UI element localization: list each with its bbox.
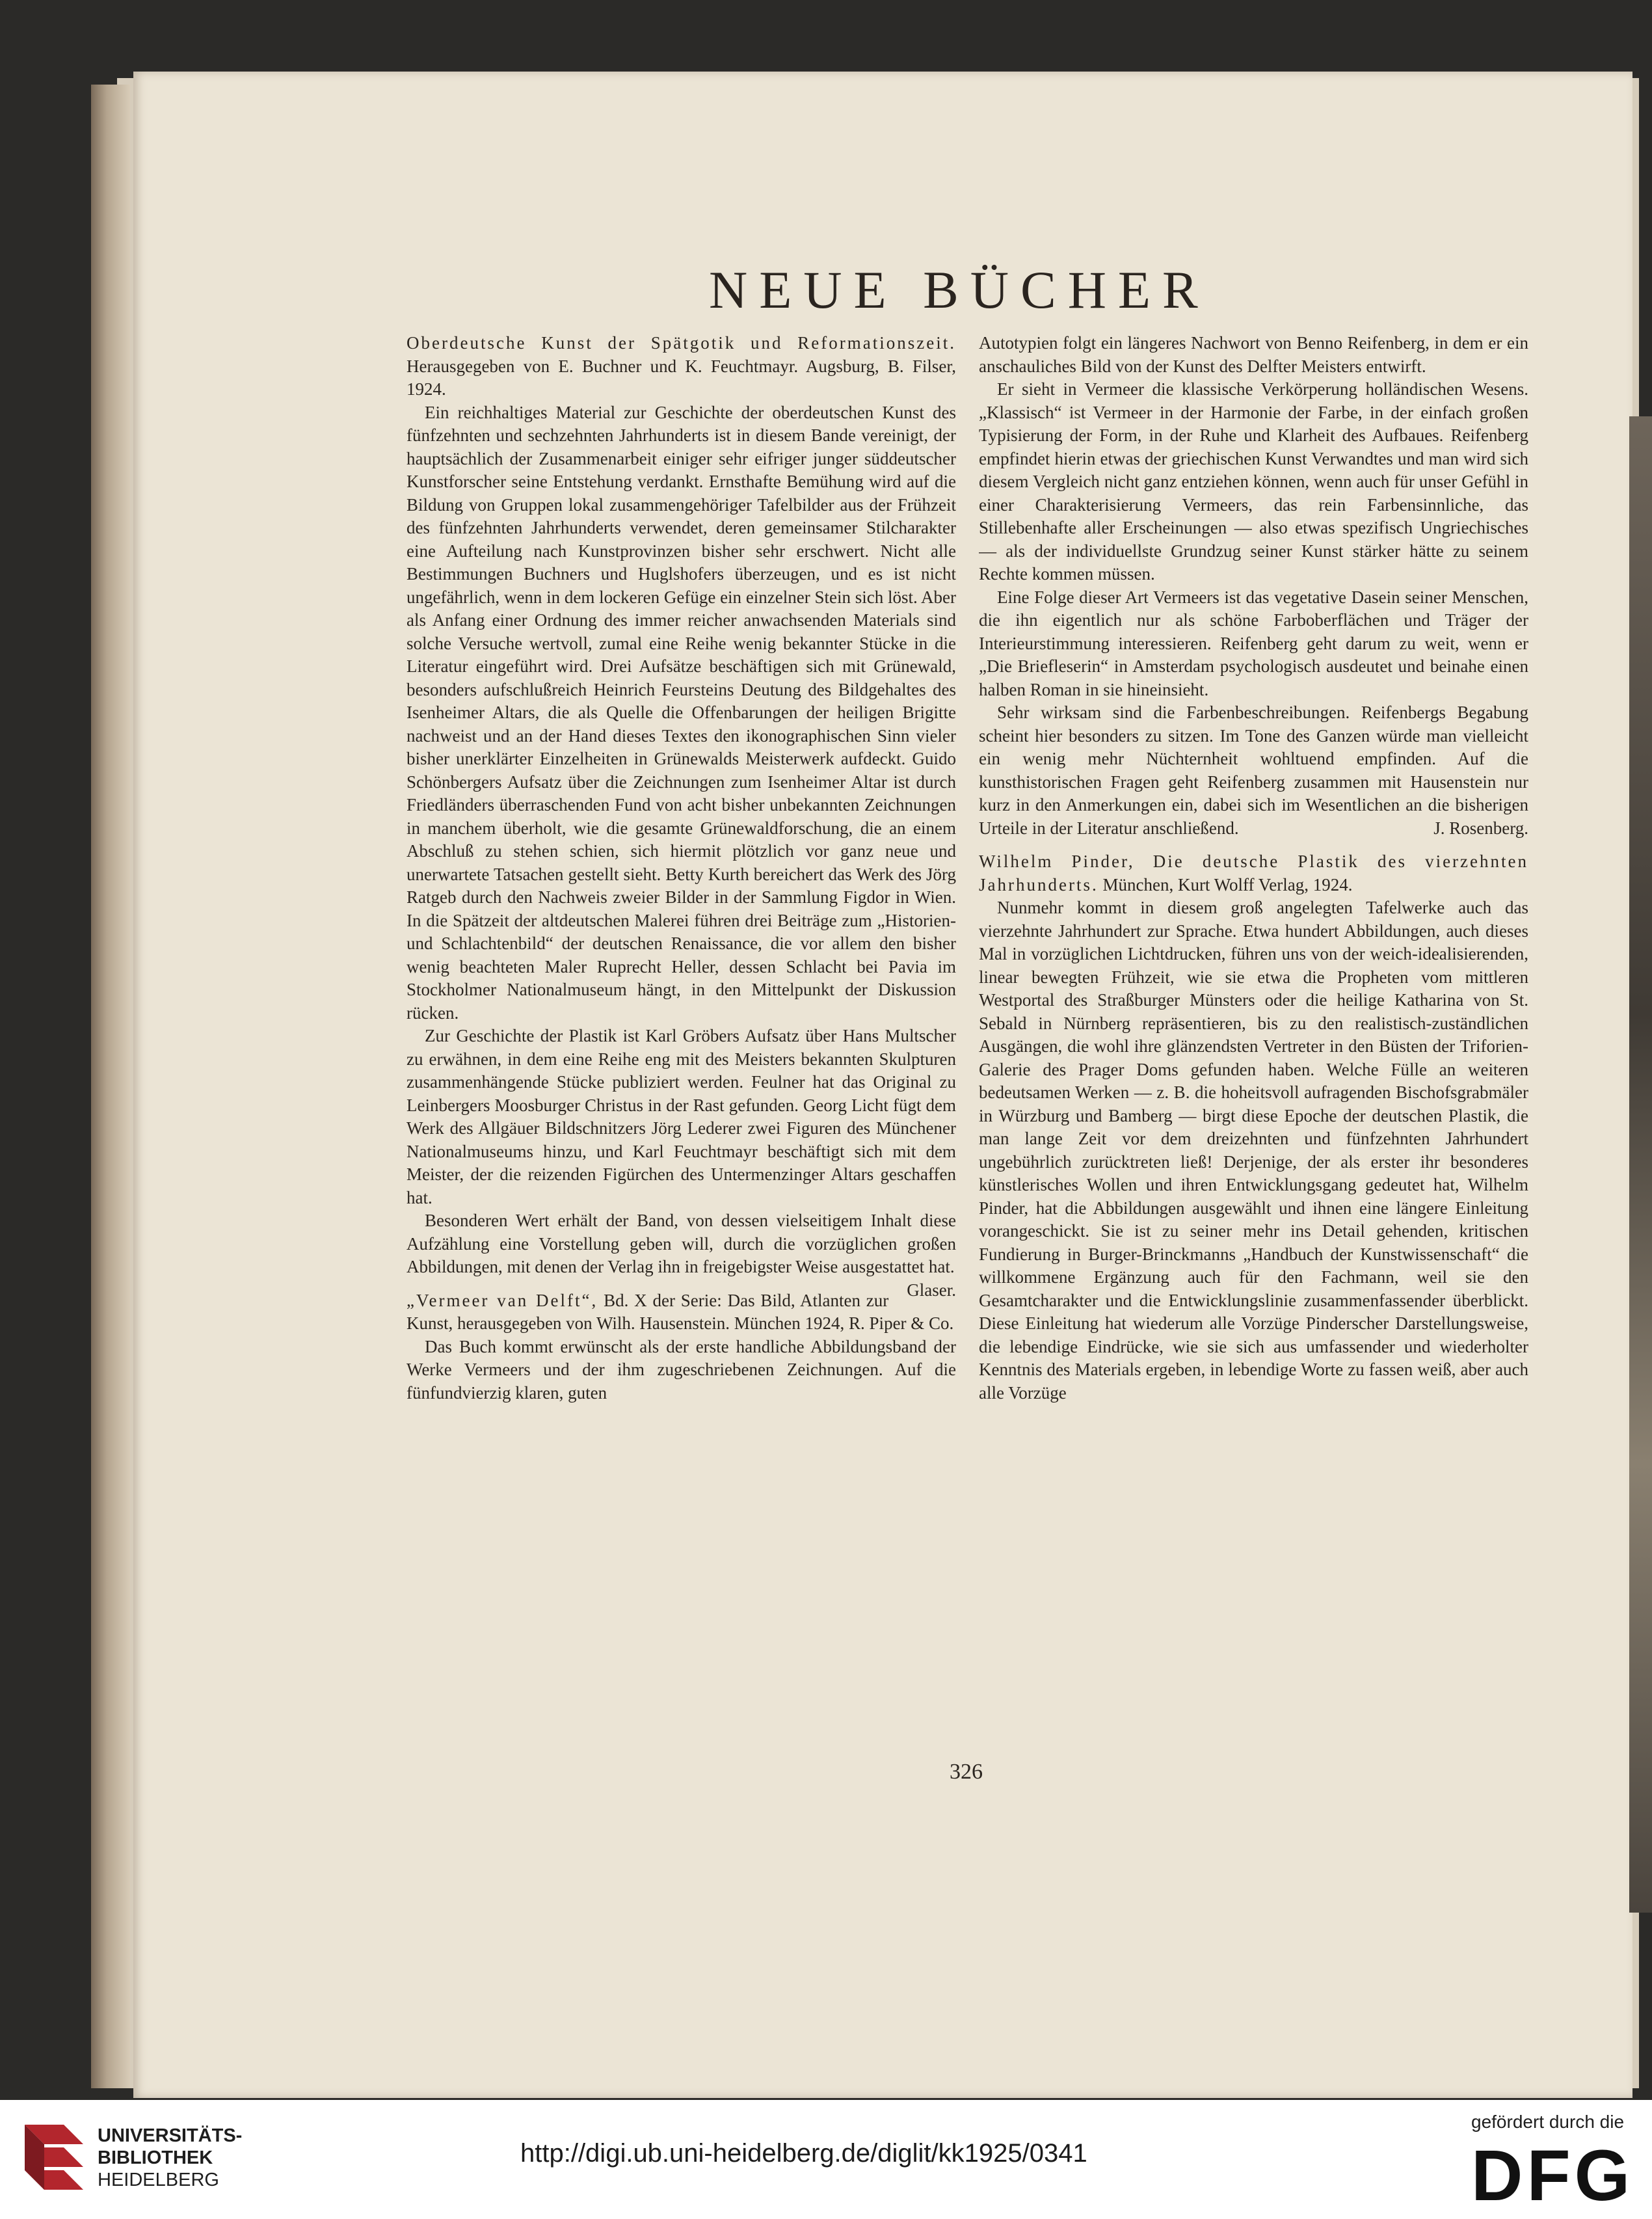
paragraph-text: Nunmehr kommt in diesem groß angelegten Tafelwerke auch das vierzehnte Jahrhundert zur Sprache. Etwa hundert Abbildungen, auch dieses Mal in vorzüglichen Lichtdrucken, führen uns von der weich-idealisierenden, linear bewegten Frühzeit, wie sie etwa die Propheten vom mittleren Westportal des Straßburger Münsters oder die heilige Katharina von St. Sebald in Nürnberg repräsentieren, bis zu den realistisch-zuständlichen Ausgängen, die wohl ihre glänzendsten Vertreter in den Büsten der Triforien-Galerie des Prager Doms gefunden haben. Welche Fülle an weiteren bedeutsamen Werken — z. B. die hoheitsvoll aufragenden Bischofsgrabmäler in Würzburg und Bamberg — birgt diese Epoche der deutschen Plastik, die man lange Zeit vor dem dreizehnten und fünfzehnten Jahrhundert ungebührlich zurücktreten ließ! Derjenige, der als erster ihr besonderes künstlerisches Wollen und ihren Entwicklungsgang gedeutet hat, Wilhelm Pinder, hat die Abbildungen ausgewählt und ihnen eine längere Einleitung vorangeschickt. Sie ist zu seiner mehr ins Detail gehenden, kritischen Fundierung in Burger-Brinckmanns „Handbuch der Kunstwissenschaft“ die willkommene Ergänzung auch für den Fachmann, weil sie den Gesamtcharakter und die Entwicklungslinie zusammenfassender überblickt. Diese Einleitung hat wiederum alle Vorzüge Pinderscher Darstellungsweise, die lebendige Eindrücke, wie sie sich aus umfassender und wiederholter Kenntnis des Materials ergeben, in lebendige Worte zu fassen weiß, aber auch alle Vorzüge: [979, 898, 1528, 1403]
paragraph-text: Das Buch kommt erwünscht als der erste handliche Abbildungsband der Werke Vermeers und der ihm zugeschriebenen Zeichnungen. Auf die fünfundvierzig klaren, guten: [406, 1336, 956, 1403]
review-paragraph: [406, 1336, 956, 1405]
review-paragraph: [979, 701, 1528, 840]
funded-by-label: gefördert durch die: [1471, 2112, 1625, 2132]
institution-line-3: HEIDELBERG: [98, 2170, 219, 2190]
continued-paragraph: [979, 332, 1528, 378]
ub-heidelberg-logo-icon[interactable]: [18, 2118, 90, 2196]
institution-name: [98, 2125, 242, 2191]
review-paragraph: [979, 586, 1528, 702]
review-publication-info: München, Kurt Wolff Verlag, 1924.: [1098, 874, 1353, 894]
right-column: [979, 332, 1528, 1756]
review-book-title: „Vermeer van Delft“,: [406, 1290, 598, 1310]
left-column: [406, 332, 956, 1756]
review-heading: [979, 850, 1528, 896]
review-book-title: Oberdeutsche Kunst der Spätgotik und Reformationszeit.: [406, 333, 956, 353]
institution-line-1: UNIVERSITÄTS-: [98, 2125, 243, 2146]
footer-bar: [0, 2100, 1652, 2219]
paragraph-text: Sehr wirksam sind die Farbenbeschreibungen. Reifenbergs Begabung scheint hier besonders zu sitzen. Im Tone des Ganzen würde man vielleicht ein wenig mehr Nüchternheit wohltuend empfinden. Auf die kunsthistorischen Fragen geht Reifenberg zusammen mit Hausenstein nur kurz in den Anmerkungen ein, dabei sich im Wesentlichen an die bisherigen Urteile in der Literatur anschließend.: [979, 703, 1528, 838]
facing-plate-edge: [1629, 416, 1652, 1913]
review-heading: [406, 1289, 956, 1336]
paragraph-text: Zur Geschichte der Plastik ist Karl Gröbers Aufsatz über Hans Multscher zu erwähnen, in dem eine Reihe eng mit des Meisters bekannten Skulpturen zusammenhängende Stücke publiziert werden. Feulner hat das Original zu Leinbergers Moosburger Christus in der Rast gefunden. Georg Licht fügt dem Werk des Allgäuer Bildschnitzers Jörg Lederer zwei Figuren des Münchener Nationalmuseums hinzu, und Karl Feuchtmayr beschäftigt sich mit dem Meister, der die reizenden Figürchen des Untermenzinger Altars geschaffen hat.: [406, 1026, 956, 1207]
book-fore-edge: [91, 85, 130, 2088]
reviewer-signature: Glaser.: [907, 1280, 956, 1300]
paragraph-text: Besonderen Wert erhält der Band, von dessen vielseitigem Inhalt diese Aufzählung eine Vorstellung geben will, durch die vorzüglichen großen Abbildungen, mit denen der Verlag ihn in freigebigster Weise ausgestattet hat.: [406, 1211, 956, 1276]
dfg-logo-icon[interactable]: DFG: [1471, 2136, 1634, 2216]
review-paragraph: [406, 401, 956, 1025]
paragraph-text: Er sieht in Vermeer die klassische Verkörperung holländischen Wesens. „Klassisch“ ist Vermeer in der Harmonie der Farbe, in der einfach großen Typisierung der Form, in der Ruhe und Klarheit des Aufbaues. Reifenberg empfindet hierin etwas der griechischen Kunst Verwandtes und man wird sich diesem Vergleich nicht ganz entziehen können, wenn auch für unser Gefühl in einer Charakterisierung Vermeers, das rein Farbensinnliche, das Stillebenhafte aller Erscheinungen — also etwas spezifisch Ungriechisches — als der individuellste Grundzug seiner Kunst stärker hätte zu seinem Rechte kommen müssen.: [979, 379, 1528, 584]
page-title: NEUE BÜCHER: [709, 260, 1210, 319]
institution-line-2: BIBLIOTHEK: [98, 2147, 213, 2168]
paragraph-text: Ein reichhaltiges Material zur Geschichte der oberdeutschen Kunst des fünfzehnten und sechzehnten Jahrhunderts ist in diesem Bande vereinigt, der hauptsächlich der Zusammenarbeit einiger sehr eifriger junger süddeutscher Kunstforscher seine Entstehung verdankt. Ernsthafte Bemühung wird auf die Bildung von Gruppen lokal zusammengehöriger Tafelbilder aus der Frühzeit des fünfzehnten Jahrhunderts verwendet, deren gemeinsamer Stilcharakter eine Aufteilung nach Kunstprovinzen bisher sehr erschwert. Nicht alle Bestimmungen Buchners und Huglshofers überzeugen, und es ist nicht ungefährlich, wenn in dem lockeren Gefüge ein einzelner Stein sich löst. Aber als Anfang einer Ordnung des immer reicher anwachsenden Materials sind solche Versuche wertvoll, zumal eine Reihe wenig bekannter Stücke in die Literatur eingeführt wird. Drei Aufsätze beschäftigen sich mit Grünewald, besonders aufschlußreich Heinrich Feursteins Deutung des Bildgehaltes des Isenheimer Altars, die als Quelle die Offenbarungen der heiligen Brigitte nachweist und an der Hand dieses Textes den ikonographischen Sinn vieler bisher unerklärter Einzelheiten in Grünewalds Meisterwerk aufdeckt. Guido Schönbergers Aufsatz über die Zeichnungen zum Isenheimer Altar ist durch Friedländers überraschenden Fund von acht bisher unbekannten Zeichnungen in manchem überholt, wie die gesamte Grünewaldforschung, die an einem Abschluß zu stehen schien, sich hiermit plötzlich vor ganz neue und unerwartete Tatsachen gestellt sieht. Betty Kurth bereichert das Werk des Jörg Ratgeb durch den Nachweis zweier Bilder in der Sammlung Figdor in Wien. In die Spätzeit der altdeutschen Malerei führen drei Beiträge zum „Historien- und Schlachtenbild“ der deutschen Renaissance, die vor allem den bisher wenig beachteten Maler Ruprecht Heller, dessen Schlacht bei Pavia im Stockholmer Nationalmuseum hängt, in den Mittelpunkt der Diskussion rücken.: [406, 402, 956, 1023]
paragraph-text: Autotypien folgt ein längeres Nachwort von Benno Reifenberg, in dem er ein anschauliches Bild von der Kunst des Delfter Meisters entwirft.: [979, 333, 1528, 376]
reviewer-signature: J. Rosenberg.: [1433, 818, 1528, 838]
review-paragraph: [979, 896, 1528, 1405]
review-publication-info: Herausgegeben von E. Buchner und K. Feuchtmayr. Augsburg, B. Filser, 1924.: [406, 356, 956, 399]
permalink-url[interactable]: http://digi.ub.uni-heidelberg.de/diglit/kk1925/0341: [520, 2139, 1087, 2168]
review-paragraph: [979, 378, 1528, 586]
page-number: 326: [950, 1760, 983, 1784]
review-paragraph: [406, 1025, 956, 1209]
review-book-title: Wilhelm Pinder, Die deutsche Plastik des vierzehnten Jahrhunderts.: [979, 852, 1528, 894]
paragraph-text: Eine Folge dieser Art Vermeers ist das vegetative Dasein seiner Menschen, die ihn eigentlich nur als schöne Farboberflächen und Träger der Interieurstimmung interessieren. Reifenberg geht darum zu weit, wenn er „Die Briefleserin“ in Amsterdam psychologisch ausdeutet und beinahe einen halben Roman in sie hineinsieht.: [979, 587, 1528, 699]
review-publication-info: Bd. X der Serie: Das Bild, Atlanten zur Kunst, herausgegeben von Wilh. Hausenstein. München 1924, R. Piper & Co.: [406, 1290, 954, 1333]
review-heading: [406, 332, 956, 401]
